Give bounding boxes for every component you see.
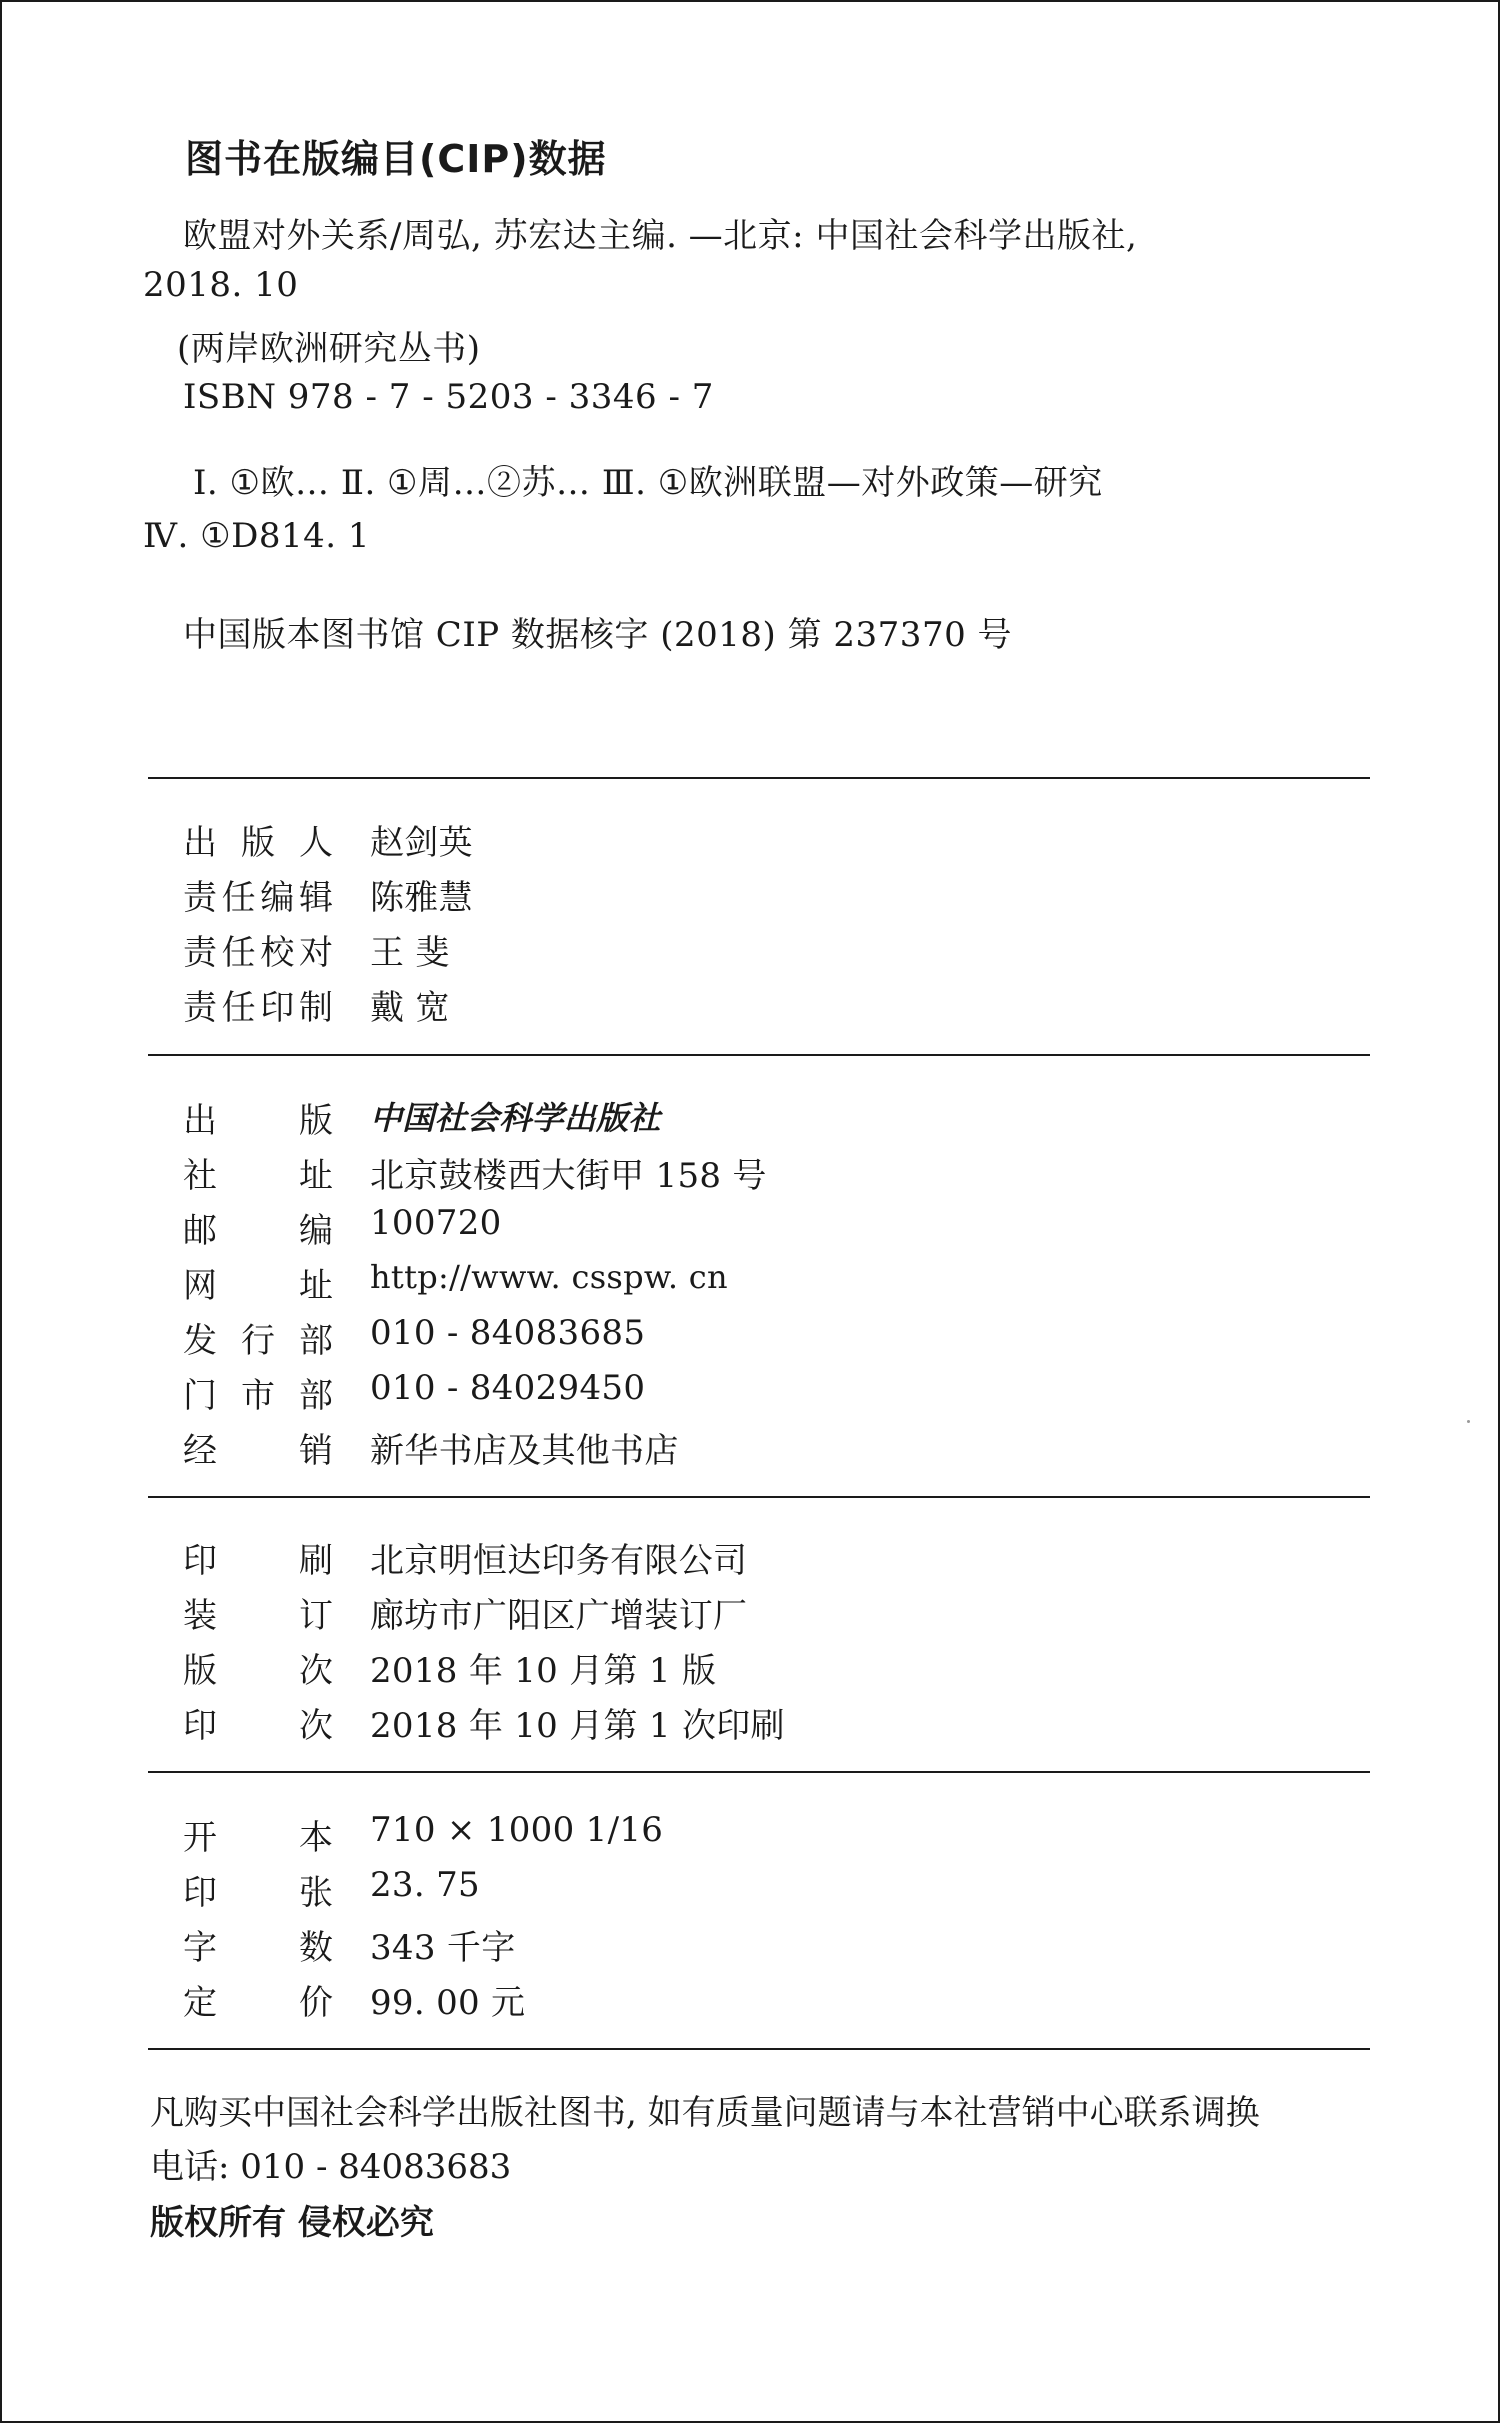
label-char: 版 — [299, 1101, 333, 1141]
specs-row-value: 343 千字 — [370, 1928, 516, 1968]
staff-row-value: 戴 宽 — [370, 988, 450, 1028]
label-char: 部 — [299, 1321, 333, 1361]
label-char: 门 — [183, 1376, 217, 1416]
label-char: 市 — [241, 1376, 275, 1416]
staff-row-label — [183, 980, 333, 1029]
footer-notice: 凡购买中国社会科学出版社图书, 如有质量问题请与本社营销中心联系调换 — [150, 2093, 1260, 2133]
specs-row-value: 23. 75 — [370, 1865, 480, 1905]
staff-row-label — [183, 870, 333, 919]
publisher-row-value: http://www. csspw. cn — [370, 1258, 728, 1296]
printing-row-value: 2018 年 10 月第 1 次印刷 — [370, 1706, 785, 1746]
label-char: 刷 — [299, 1541, 333, 1581]
label-char: 印 — [183, 1706, 217, 1746]
label-char: 次 — [299, 1706, 333, 1746]
printing-row-label — [183, 1533, 333, 1582]
publisher-row-label — [183, 1093, 333, 1142]
specs-row-value: 99. 00 元 — [370, 1983, 526, 2023]
label-char: 址 — [299, 1266, 333, 1306]
staff-row-value: 赵剑英 — [370, 823, 473, 863]
label-char: 出 — [183, 823, 217, 863]
cip-line-1: 欧盟对外关系∕周弘, 苏宏达主编. —北京: 中国社会科学出版社, — [183, 216, 1138, 256]
label-char: 数 — [299, 1928, 333, 1968]
printing-row-label — [183, 1643, 333, 1692]
cip-line-2: 2018. 10 — [143, 265, 299, 305]
publisher-row-label — [183, 1258, 333, 1307]
label-char: 定 — [183, 1983, 217, 2023]
publisher-row-value: 新华书店及其他书店 — [370, 1431, 679, 1471]
publisher-row-value: 北京鼓楼西大街甲 158 号 — [370, 1156, 767, 1196]
publisher-row-value: 010 - 84029450 — [370, 1368, 646, 1408]
label-char: 人 — [299, 823, 333, 863]
footer-phone: 电话: 010 - 84083683 — [150, 2147, 512, 2187]
cip-line-5: Ⅰ. ①欧… Ⅱ. ①周…②苏… Ⅲ. ①欧洲联盟—对外政策—研究 — [193, 463, 1103, 503]
divider-1 — [148, 777, 1370, 779]
label-char: 出 — [183, 1101, 217, 1141]
publisher-row-label — [183, 1148, 333, 1197]
label-char: 经 — [183, 1431, 217, 1471]
label-char: 发 — [183, 1321, 217, 1361]
label-char: 网 — [183, 1266, 217, 1306]
label-char: 编 — [299, 1211, 333, 1251]
label-char: 次 — [299, 1651, 333, 1691]
staff-row-label — [183, 815, 333, 864]
divider-2 — [148, 1054, 1370, 1056]
label-char: 版 — [183, 1651, 217, 1691]
label-char: 张 — [299, 1873, 333, 1913]
footer-rights: 版权所有 侵权必究 — [150, 2203, 434, 2243]
divider-4 — [148, 1771, 1370, 1773]
label-char: 责 — [183, 878, 217, 918]
cip-title: 图书在版编目(CIP)数据 — [185, 137, 607, 181]
printing-row-value: 北京明恒达印务有限公司 — [370, 1541, 748, 1581]
publisher-row-value: 010 - 84083685 — [370, 1313, 646, 1353]
specs-row-value: 710 × 1000 1/16 — [370, 1810, 664, 1850]
label-char: 邮 — [183, 1211, 217, 1251]
staff-row-label — [183, 925, 333, 974]
label-char: 部 — [299, 1376, 333, 1416]
printing-row-value: 2018 年 10 月第 1 版 — [370, 1651, 717, 1691]
publisher-row-label — [183, 1368, 333, 1417]
label-char: 址 — [299, 1156, 333, 1196]
label-char: 本 — [299, 1818, 333, 1858]
specs-row-label — [183, 1920, 333, 1969]
divider-5 — [148, 2048, 1370, 2050]
label-char: 校 — [260, 933, 295, 973]
label-char: 销 — [299, 1431, 333, 1471]
label-char: 任 — [221, 988, 256, 1028]
label-char: 制 — [298, 988, 333, 1028]
label-char: 任 — [221, 933, 256, 973]
label-char: 行 — [241, 1321, 275, 1361]
specs-row-label — [183, 1810, 333, 1859]
label-char: 价 — [299, 1983, 333, 2023]
specs-row-label — [183, 1865, 333, 1914]
publisher-row-label — [183, 1203, 333, 1252]
label-char: 编 — [260, 878, 295, 918]
divider-3 — [148, 1496, 1370, 1498]
cip-line-7: 中国版本图书馆 CIP 数据核字 (2018) 第 237370 号 — [183, 615, 1013, 655]
publisher-row-label — [183, 1423, 333, 1472]
publisher-row-label — [183, 1313, 333, 1362]
label-char: 版 — [241, 823, 275, 863]
label-char: 社 — [183, 1156, 217, 1196]
publisher-row-value: 中国社会科学出版社 — [370, 1099, 661, 1137]
label-char: 印 — [260, 988, 295, 1028]
printing-row-label — [183, 1588, 333, 1637]
label-char: 字 — [183, 1928, 217, 1968]
label-char: 装 — [183, 1596, 217, 1636]
staff-row-value: 王 斐 — [370, 933, 450, 973]
label-char: 对 — [298, 933, 333, 973]
scan-speck — [1467, 1420, 1470, 1423]
label-char: 印 — [183, 1541, 217, 1581]
label-char: 订 — [299, 1596, 333, 1636]
label-char: 开 — [183, 1818, 217, 1858]
label-char: 责 — [183, 988, 217, 1028]
cip-line-4: ISBN 978 - 7 - 5203 - 3346 - 7 — [183, 377, 714, 417]
label-char: 责 — [183, 933, 217, 973]
label-char: 任 — [221, 878, 256, 918]
printing-row-label — [183, 1698, 333, 1747]
cip-line-6: Ⅳ. ①D814. 1 — [143, 516, 370, 556]
label-char: 印 — [183, 1873, 217, 1913]
publisher-row-value: 100720 — [370, 1203, 502, 1243]
label-char: 辑 — [298, 878, 333, 918]
printing-row-value: 廊坊市广阳区广增装订厂 — [370, 1596, 748, 1636]
cip-line-3: (两岸欧洲研究丛书) — [177, 329, 481, 369]
specs-row-label — [183, 1975, 333, 2024]
staff-row-value: 陈雅慧 — [370, 878, 473, 918]
